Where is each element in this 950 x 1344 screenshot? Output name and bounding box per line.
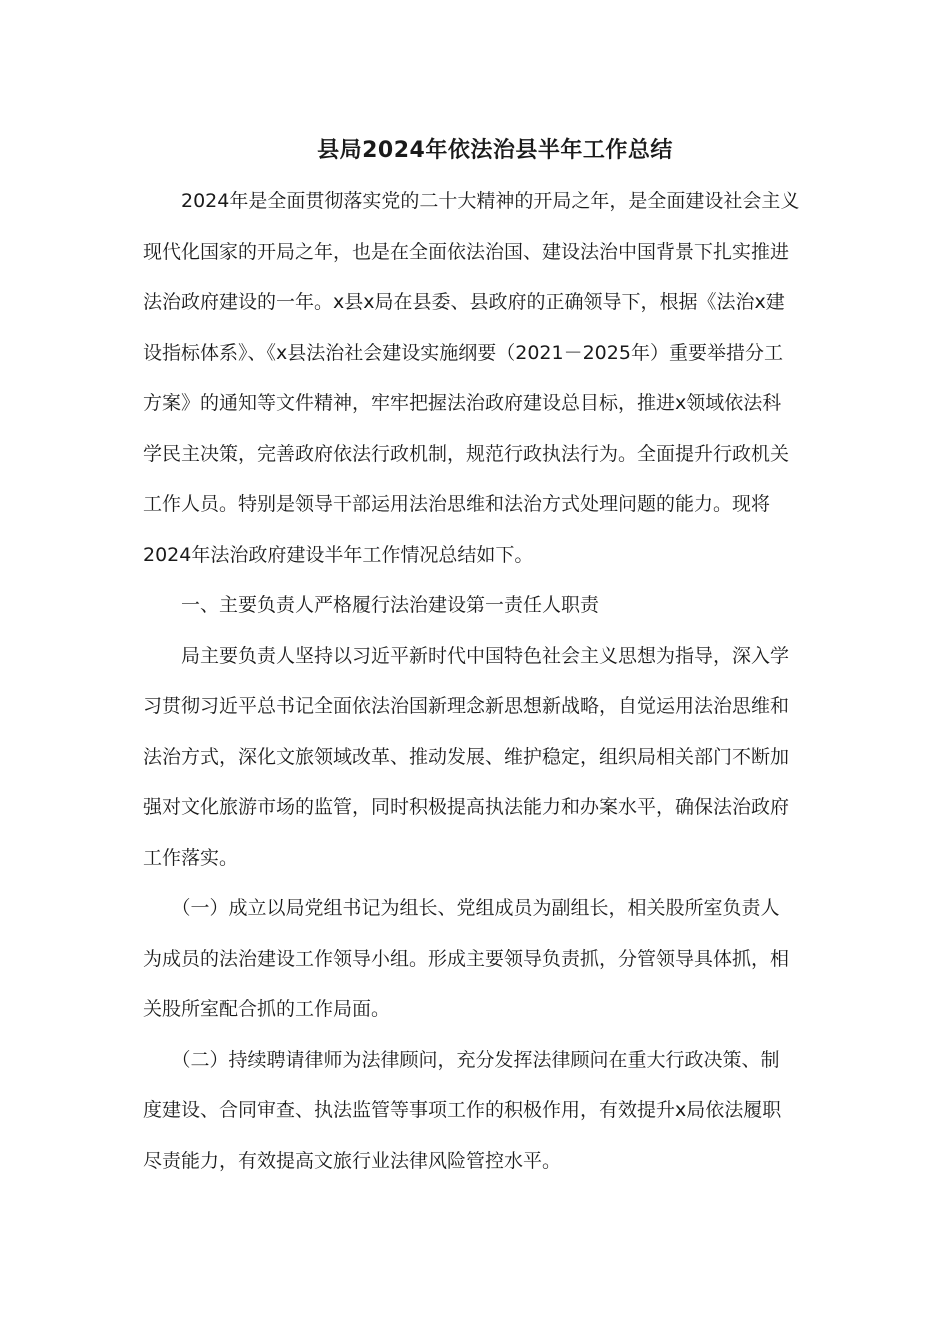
body-line: 现代化国家的开局之年，也是在全面依法治国、建设法治中国背景下扎实推进 (143, 241, 790, 263)
body-line: 2024年是全面贯彻落实党的二十大精神的开局之年，是全面建设社会主义 (143, 190, 800, 212)
document-title: 县局2024年依法治县半年工作总结 (317, 138, 673, 163)
body-line: 关股所室配合抓的工作局面。 (143, 998, 391, 1020)
body-line: 法治政府建设的一年。x县x局在县委、县政府的正确领导下，根据《法治x建 (143, 291, 785, 313)
body-line: 2024年法治政府建设半年工作情况总结如下。 (143, 544, 534, 566)
body-line: 度建设、合同审查、执法监管等事项工作的积极作用，有效提升x局依法履职 (143, 1099, 782, 1121)
body-line: 尽责能力，有效提高文旅行业法律风险管控水平。 (143, 1150, 562, 1172)
body-line: 法治方式，深化文旅领域改革、推动发展、维护稳定，组织局相关部门不断加 (143, 746, 790, 768)
body-line: 设指标体系》、《x县法治社会建设实施纲要（2021－2025年）重要举措分工 (143, 342, 783, 364)
body-line: （一）成立以局党组书记为组长、党组成员为副组长，相关股所室负责人 (143, 897, 780, 919)
body-line: 为成员的法治建设工作领导小组。形成主要领导负责抓，分管领导具体抓，相 (143, 948, 790, 970)
body-line: 工作落实。 (143, 847, 239, 869)
body-line: 学民主决策，完善政府依法行政机制，规范行政执法行为。全面提升行政机关 (143, 443, 790, 465)
body-line: 方案》的通知等文件精神，牢牢把握法治政府建设总目标，推进x领域依法科 (143, 392, 782, 414)
body-line: 局主要负责人坚持以习近平新时代中国特色社会主义思想为指导，深入学 (143, 645, 790, 667)
body-line: 工作人员。特别是领导干部运用法治思维和法治方式处理问题的能力。现将 (143, 493, 771, 515)
section-heading: 一、主要负责人严格履行法治建设第一责任人职责 (143, 594, 600, 616)
body-line: （二）持续聘请律师为法律顾问，充分发挥法律顾问在重大行政决策、制 (143, 1049, 780, 1071)
body-line: 习贯彻习近平总书记全面依法治国新理念新思想新战略，自觉运用法治思维和 (143, 695, 790, 717)
body-line: 强对文化旅游市场的监管，同时积极提高执法能力和办案水平，确保法治政府 (143, 796, 790, 818)
